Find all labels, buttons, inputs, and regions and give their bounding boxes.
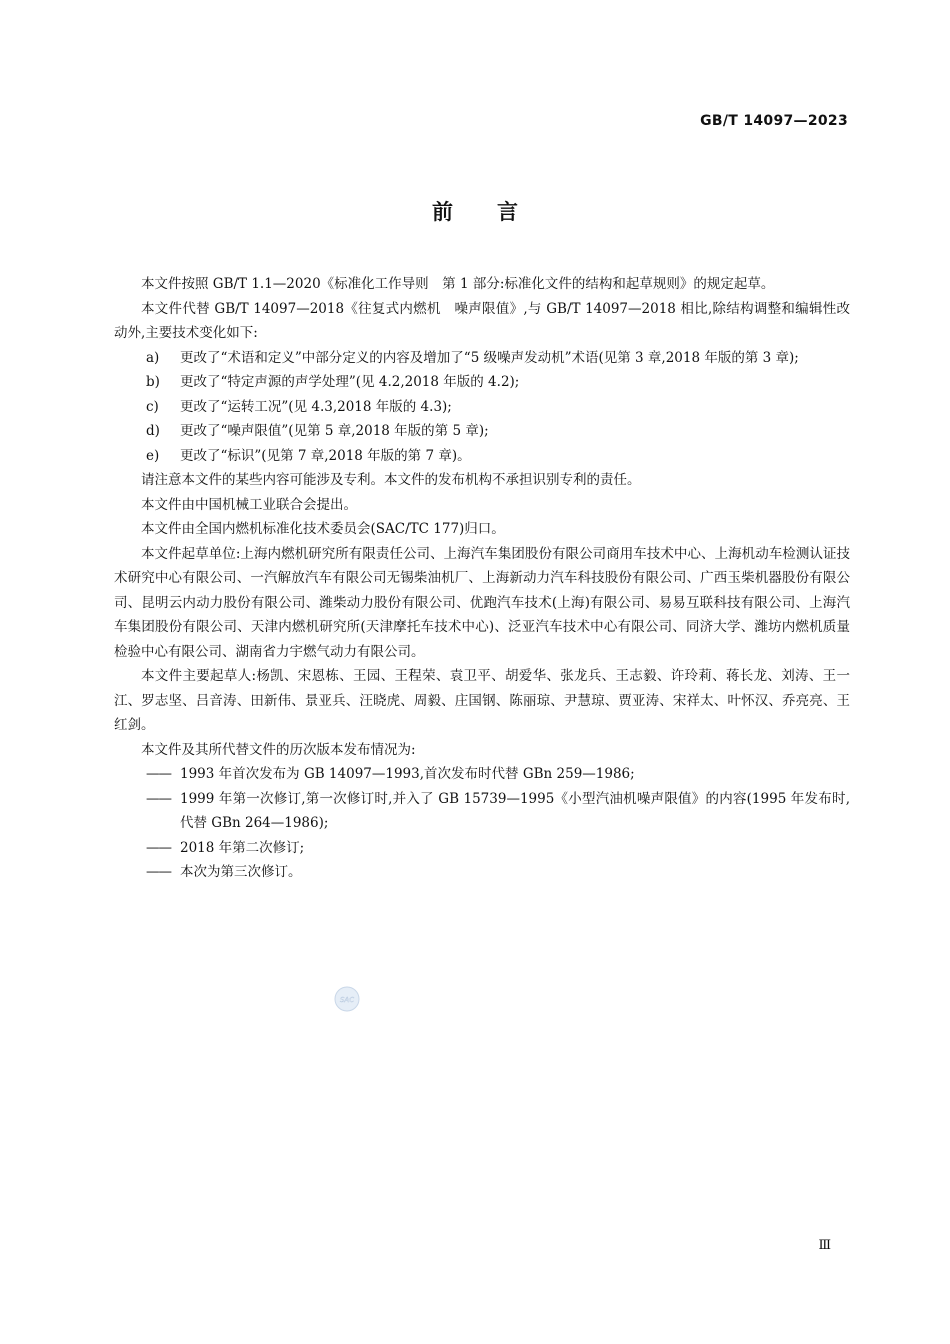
list-item-text: 更改了“噪声限值”(见第 5 章,2018 年版的第 5 章); xyxy=(180,423,489,439)
list-marker: c) xyxy=(146,398,159,415)
paragraph-drafters: 本文件主要起草人:杨凯、宋恩栋、王园、王程荣、袁卫平、胡爱华、张龙兵、王志毅、许玲莉、蒋长龙、刘涛、王一江、罗志坚、吕音涛、田新伟、景亚兵、汪晓虎、周毅、庄国钢、陈丽琼、尹慧琼、贾亚涛、宋祥太、叶怀汉、乔亮亮、王红剑。 xyxy=(114,668,850,733)
list-marker: e) xyxy=(146,447,160,464)
history-item xyxy=(114,762,850,787)
paragraph-version-history: 本文件及其所代替文件的历次版本发布情况为: xyxy=(141,741,416,758)
history-item-text: 1999 年第一次修订,第一次修订时,并入了 GB 15739—1995《小型汽油机噪声限值》的内容(1995 年发布时,代替 GBn 264—1986); xyxy=(180,790,850,831)
list-item-text: 更改了“运转工况”(见 4.3,2018 年版的 4.3); xyxy=(180,398,452,415)
paragraph-drafting-units: 本文件起草单位:上海内燃机研究所有限责任公司、上海汽车集团股份有限公司商用车技术中心、上海机动车检测认证技术研究中心有限公司、一汽解放汽车有限公司无锡柴油机厂、上海新动力汽车科技股份有限公司、广西玉柴机器股份有限公司、昆明云内动力股份有限公司、潍柴动力股份有限公司、优跑汽车技术(上海)有限公司、易易互联科技有限公司、上海汽车集团股份有限公司、天津内燃机研究所(天津摩托车技术中心)、泛亚汽车技术中心有限公司、同济大学、潍坊内燃机质量检验中心有限公司、湖南省力宇燃气动力有限公司。 xyxy=(114,545,850,660)
standard-number: GB/T 14097—2023 xyxy=(700,113,848,129)
list-marker: a) xyxy=(146,349,160,366)
history-item-text: 1993 年首次发布为 GB 14097—1993,首次发布时代替 GBn 259—1986; xyxy=(180,766,635,782)
dash-marker: —— xyxy=(146,839,171,856)
foreword-body xyxy=(114,272,850,885)
list-item-text: 更改了“特定声源的声学处理”(见 4.2,2018 年版的 4.2); xyxy=(180,374,520,390)
dash-marker: —— xyxy=(146,790,171,807)
history-item xyxy=(114,787,850,836)
history-item xyxy=(114,836,850,861)
paragraph-technical-committee: 本文件由全国内燃机标准化技术委员会(SAC/TC 177)归口。 xyxy=(141,521,505,537)
list-marker: d) xyxy=(146,423,160,439)
history-item-text: 本次为第三次修订。 xyxy=(180,864,302,880)
history-item xyxy=(114,860,850,885)
page-title: 前言 xyxy=(432,200,562,224)
page-number: Ⅲ xyxy=(818,1238,831,1253)
list-item xyxy=(114,444,850,469)
paragraph-proposed-by: 本文件由中国机械工业联合会提出。 xyxy=(141,496,357,513)
history-item-text: 2018 年第二次修订; xyxy=(180,839,305,856)
list-item-text: 更改了“术语和定义”中部分定义的内容及增加了“5 级噪声发动机”术语(见第 3 章,2018 年版的第 3 章); xyxy=(180,349,799,366)
paragraph-patent-notice: 请注意本文件的某些内容可能涉及专利。本文件的发布机构不承担识别专利的责任。 xyxy=(141,472,641,488)
dash-marker: —— xyxy=(146,766,171,782)
list-item xyxy=(114,370,850,395)
dash-marker: —— xyxy=(146,864,171,880)
sac-logo-icon xyxy=(334,986,360,1012)
list-marker: b) xyxy=(146,374,160,390)
svg-text:SAC: SAC xyxy=(339,996,355,1004)
paragraph-replaces: 本文件代替 GB/T 14097—2018《往复式内燃机 噪声限值》,与 GB/T 14097—2018 相比,除结构调整和编辑性改动外,主要技术变化如下: xyxy=(114,300,850,341)
list-item-text: 更改了“标识”(见第 7 章,2018 年版的第 7 章)。 xyxy=(180,447,471,464)
paragraph-drafting-rules: 本文件按照 GB/T 1.1—2020《标准化工作导则 第 1 部分:标准化文件的结构和起草规则》的规定起草。 xyxy=(141,276,775,292)
list-item xyxy=(114,395,850,420)
list-item xyxy=(114,346,850,371)
list-item xyxy=(114,419,850,444)
